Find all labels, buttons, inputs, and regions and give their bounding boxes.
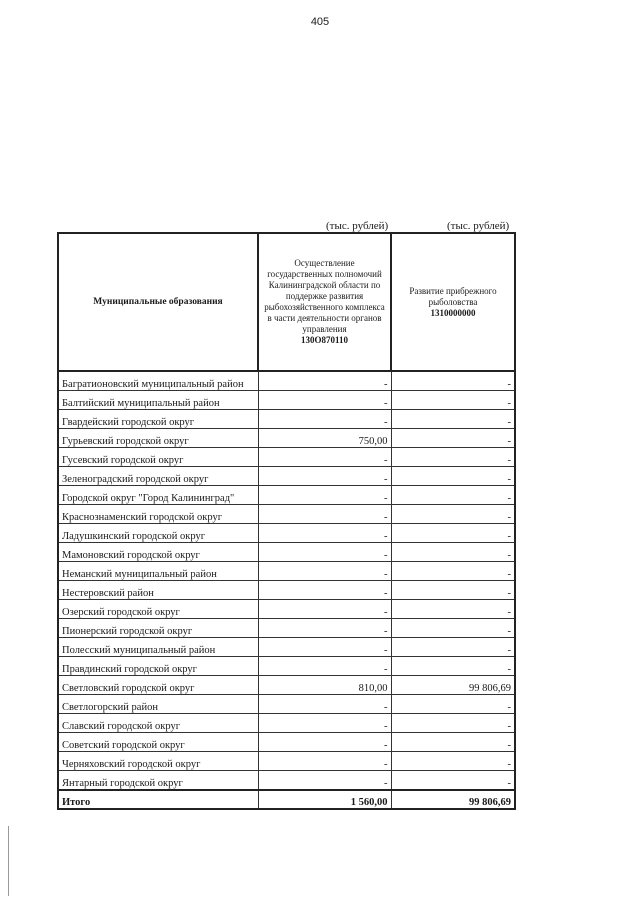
table-row <box>58 391 515 410</box>
coastal-fishing-value: - <box>391 410 515 429</box>
header-fishery-powers-code: 130О870110 <box>300 335 348 345</box>
units-label-col3: (тыс. рублей) <box>447 220 510 232</box>
header-coastal-fishing <box>391 233 515 371</box>
municipality-cell: Балтийский муниципальный район <box>58 391 258 410</box>
coastal-fishing-value: - <box>391 467 515 486</box>
municipality-cell: Черняховский городской округ <box>58 752 258 771</box>
fishery-powers-value: - <box>258 524 391 543</box>
budget-table <box>57 232 516 810</box>
coastal-fishing-value: - <box>391 752 515 771</box>
table-row <box>58 581 515 600</box>
fishery-powers-value: - <box>258 714 391 733</box>
fishery-powers-value: - <box>258 638 391 657</box>
fishery-powers-value: - <box>258 543 391 562</box>
fishery-powers-value: 1 560,00 <box>258 790 391 809</box>
coastal-fishing-value: - <box>391 524 515 543</box>
table-row <box>58 676 515 695</box>
fishery-powers-value: - <box>258 486 391 505</box>
fishery-powers-value: - <box>258 371 391 391</box>
header-municipalities: Муниципальные образования <box>58 233 258 371</box>
fishery-powers-value: - <box>258 695 391 714</box>
municipality-cell: Советский городской округ <box>58 733 258 752</box>
fishery-powers-value: - <box>258 752 391 771</box>
municipality-cell: Пионерский городской округ <box>58 619 258 638</box>
municipality-cell: Багратионовский муниципальный район <box>58 371 258 391</box>
coastal-fishing-value: - <box>391 543 515 562</box>
table-row <box>58 562 515 581</box>
coastal-fishing-value: - <box>391 448 515 467</box>
municipality-cell: Краснознаменский городской округ <box>58 505 258 524</box>
municipality-cell: Городской округ "Город Калининград" <box>58 486 258 505</box>
coastal-fishing-value: - <box>391 619 515 638</box>
coastal-fishing-value: - <box>391 771 515 791</box>
table-row <box>58 371 515 391</box>
fishery-powers-value: - <box>258 657 391 676</box>
units-label-col2: (тыс. рублей) <box>326 220 389 232</box>
municipality-cell: Зеленоградский городской округ <box>58 467 258 486</box>
municipality-cell: Правдинский городской округ <box>58 657 258 676</box>
coastal-fishing-value: - <box>391 695 515 714</box>
fishery-powers-value: - <box>258 733 391 752</box>
margin-mark <box>8 826 9 896</box>
table-row <box>58 486 515 505</box>
table-row <box>58 429 515 448</box>
page-number: 405 <box>310 16 330 28</box>
municipality-cell: Светлогорский район <box>58 695 258 714</box>
fishery-powers-value: 810,00 <box>258 676 391 695</box>
municipality-cell: Озерский городской округ <box>58 600 258 619</box>
fishery-powers-value: - <box>258 505 391 524</box>
municipality-cell: Мамоновский городской округ <box>58 543 258 562</box>
fishery-powers-value: - <box>258 391 391 410</box>
table-row <box>58 714 515 733</box>
coastal-fishing-value: - <box>391 714 515 733</box>
fishery-powers-value: 750,00 <box>258 429 391 448</box>
table-row <box>58 771 515 791</box>
municipality-cell: Славский городской округ <box>58 714 258 733</box>
table-row <box>58 657 515 676</box>
header-coastal-fishing-text: Развитие прибрежного рыболовства <box>409 285 497 307</box>
fishery-powers-value: - <box>258 600 391 619</box>
coastal-fishing-value: - <box>391 429 515 448</box>
coastal-fishing-value: - <box>391 391 515 410</box>
table-row <box>58 752 515 771</box>
coastal-fishing-value: - <box>391 562 515 581</box>
municipality-cell: Светловский городской округ <box>58 676 258 695</box>
table-row <box>58 695 515 714</box>
coastal-fishing-value: - <box>391 486 515 505</box>
fishery-powers-value: - <box>258 581 391 600</box>
municipality-cell: Янтарный городской округ <box>58 771 258 791</box>
table-row <box>58 600 515 619</box>
coastal-fishing-value: - <box>391 505 515 524</box>
table-row <box>58 410 515 429</box>
coastal-fishing-value: - <box>391 600 515 619</box>
coastal-fishing-value: - <box>391 581 515 600</box>
fishery-powers-value: - <box>258 562 391 581</box>
table-row <box>58 733 515 752</box>
municipality-cell: Нестеровский район <box>58 581 258 600</box>
fishery-powers-value: - <box>258 771 391 791</box>
coastal-fishing-value: - <box>391 371 515 391</box>
coastal-fishing-value: 99 806,69 <box>391 676 515 695</box>
municipality-cell: Полесский муниципальный район <box>58 638 258 657</box>
table-row <box>58 467 515 486</box>
header-coastal-fishing-code: 1310000000 <box>430 307 476 318</box>
fishery-powers-value: - <box>258 448 391 467</box>
table-header-row <box>58 233 515 371</box>
total-row <box>58 790 515 809</box>
coastal-fishing-value: - <box>391 657 515 676</box>
fishery-powers-value: - <box>258 619 391 638</box>
fishery-powers-value: - <box>258 467 391 486</box>
municipality-cell: Гурьевский городской округ <box>58 429 258 448</box>
table-body <box>58 371 515 809</box>
coastal-fishing-value: - <box>391 638 515 657</box>
municipality-cell: Гвардейский городской округ <box>58 410 258 429</box>
municipality-cell: Ладушкинский городской округ <box>58 524 258 543</box>
coastal-fishing-value: 99 806,69 <box>391 790 515 809</box>
table-row <box>58 638 515 657</box>
table-row <box>58 524 515 543</box>
header-fishery-powers <box>258 233 391 371</box>
table-row <box>58 448 515 467</box>
municipality-cell: Гусевский городской округ <box>58 448 258 467</box>
municipality-cell: Итого <box>58 790 258 809</box>
coastal-fishing-value: - <box>391 733 515 752</box>
municipality-cell: Неманский муниципальный район <box>58 562 258 581</box>
header-fishery-powers-text: Осуществление государственных полномочий Калининградской области по поддержке развития рыбохозяйственного комплекса в части деятельности органов управления <box>264 258 385 334</box>
table-row <box>58 505 515 524</box>
fishery-powers-value: - <box>258 410 391 429</box>
table-row <box>58 543 515 562</box>
table-row <box>58 619 515 638</box>
